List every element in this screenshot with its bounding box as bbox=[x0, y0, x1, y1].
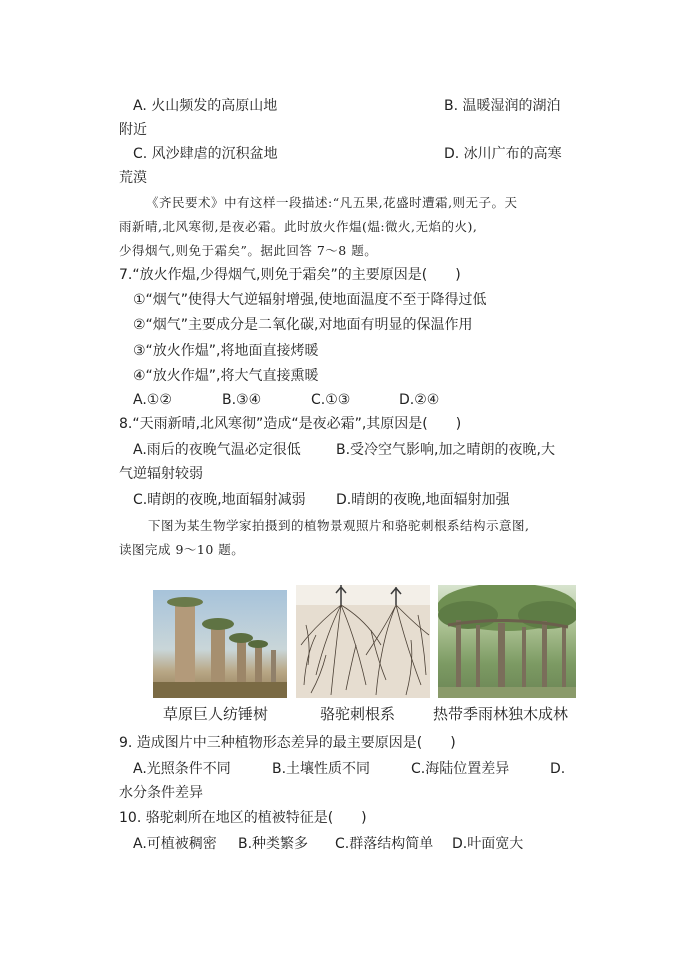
q6-option-a: A. 火山频发的高原山地 bbox=[133, 98, 278, 114]
q8-option-b: B.受冷空气影响,加之晴朗的夜晚,大 bbox=[336, 442, 555, 458]
q10-option-a: A.可植被稠密 bbox=[133, 836, 217, 852]
passage2-line1: 下图为某生物学家拍摄到的植物景观照片和骆驼刺根系结构示意图, bbox=[148, 518, 530, 533]
q8-option-c: C.晴朗的夜晚,地面辐射减弱 bbox=[133, 492, 306, 508]
q7-statement-3: ③“放火作煴”,将地面直接烤暖 bbox=[133, 343, 319, 359]
q6-option-b-continued: 附近 bbox=[119, 122, 147, 138]
baobab-photo bbox=[153, 590, 287, 698]
passage1-line3: 少得烟气,则免于霜矣”。据此回答 7～8 题。 bbox=[119, 243, 378, 258]
q8-option-d: D.晴朗的夜晚,地面辐射加强 bbox=[336, 492, 510, 508]
q9-option-c: C.海陆位置差异 bbox=[411, 761, 510, 777]
q7-option-d: D.②④ bbox=[399, 392, 440, 408]
q7-stem: 7.“放火作煴,少得烟气,则免于霜矣”的主要原因是( ) bbox=[119, 267, 461, 283]
q9-option-d-continued: 水分条件差异 bbox=[119, 785, 203, 801]
q8-option-b-continued: 气逆辐射较弱 bbox=[119, 466, 203, 482]
q7-option-a: A.①② bbox=[133, 392, 172, 408]
figure-caption-baobab: 草原巨人纺锤树 bbox=[163, 705, 269, 723]
q7-statement-1: ①“烟气”使得大气逆辐射增强,使地面温度不至于降得过低 bbox=[133, 292, 487, 308]
passage1-line2: 雨新晴,北风寒彻,是夜必霜。此时放火作煴(煴:微火,无焰的火), bbox=[119, 219, 478, 234]
q8-option-a: A.雨后的夜晚气温必定很低 bbox=[133, 442, 301, 458]
banyan-photo bbox=[438, 585, 576, 698]
figure-caption-camelthorn: 骆驼刺根系 bbox=[320, 705, 396, 723]
q10-option-d: D.叶面宽大 bbox=[452, 836, 524, 852]
q6-option-c: C. 风沙肆虐的沉积盆地 bbox=[133, 146, 278, 162]
q10-stem: 10. 骆驼刺所在地区的植被特征是( ) bbox=[119, 810, 367, 826]
q6-option-b: B. 温暖湿润的湖泊 bbox=[444, 98, 561, 114]
q9-option-d: D. bbox=[550, 761, 566, 777]
q7-statement-2: ②“烟气”主要成分是二氧化碳,对地面有明显的保温作用 bbox=[133, 317, 473, 333]
q8-stem: 8.“天雨新晴,北风寒彻”造成“是夜必霜”,其原因是( ) bbox=[119, 416, 462, 432]
q9-option-b: B.土壤性质不同 bbox=[272, 761, 371, 777]
q6-option-d: D. 冰川广布的高寒 bbox=[444, 146, 562, 162]
q7-option-b: B.③④ bbox=[222, 392, 262, 408]
q9-stem: 9. 造成图片中三种植物形态差异的最主要原因是( ) bbox=[119, 735, 456, 751]
q7-option-c: C.①③ bbox=[311, 392, 351, 408]
passage2-line2: 读图完成 9～10 题。 bbox=[119, 542, 245, 557]
q7-statement-4: ④“放火作煴”,将大气直接熏暖 bbox=[133, 368, 319, 384]
figure-caption-banyan: 热带季雨林独木成林 bbox=[433, 705, 569, 723]
q10-option-c: C.群落结构简单 bbox=[335, 836, 434, 852]
q6-option-d-continued: 荒漠 bbox=[119, 170, 147, 186]
passage1-line1: 《齐民要术》中有这样一段描述:“凡五果,花盛时遭霜,则无子。天 bbox=[146, 195, 518, 210]
q9-option-a: A.光照条件不同 bbox=[133, 761, 231, 777]
q10-option-b: B.种类繁多 bbox=[238, 836, 309, 852]
camelthorn-root-diagram bbox=[296, 585, 430, 698]
